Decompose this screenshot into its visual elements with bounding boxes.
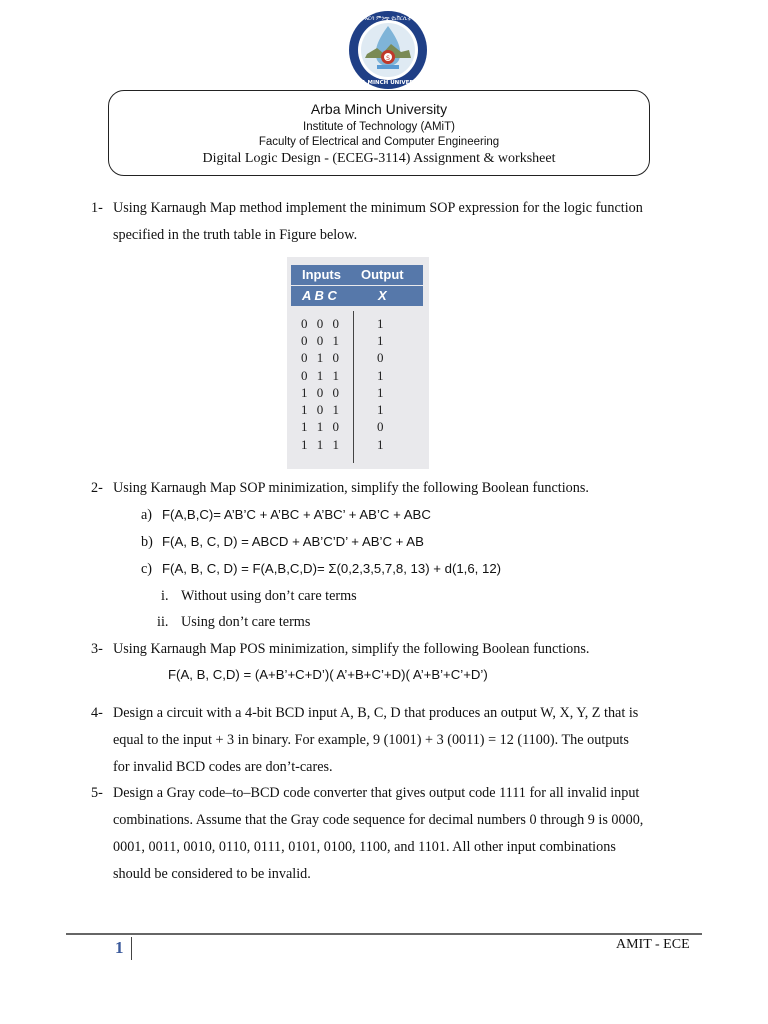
row-inputs: 1 0 1 — [301, 402, 342, 417]
row-inputs: 0 1 0 — [301, 350, 342, 365]
q3-expression: F(A, B, C,D) = (A+B’+C+D’)( A’+B+C’+D)( A’+B’+C’+D’) — [168, 667, 488, 682]
header-inputs: Inputs — [302, 267, 341, 282]
q4-line-1: Design a circuit with a 4-bit BCD input A, B, C, D that produces an output W, X, Y, Z that is — [113, 705, 639, 721]
q5-line-2: combinations. Assume that the Gray code sequence for decimal numbers 0 through 9 is 0000, — [113, 812, 644, 828]
institute-name: Institute of Technology (AMiT) — [303, 121, 455, 133]
svg-text:S: S — [386, 55, 390, 62]
row-inputs: 0 1 1 — [301, 368, 342, 383]
row-output: 1 — [377, 368, 384, 383]
q2-a-expression: F(A,B,C)= A’B’C + A’BC + A’BC’ + AB’C + ABC — [162, 507, 431, 522]
university-name: Arba Minch University — [310, 101, 448, 117]
row-inputs: 0 0 0 — [301, 316, 342, 331]
q2-b-expression: F(A, B, C, D) = ABCD + AB’C’D’ + AB’C + AB — [162, 534, 424, 549]
row-output: 1 — [377, 402, 384, 417]
row-output: 0 — [377, 419, 384, 434]
row-output: 1 — [377, 385, 384, 400]
truth-table-subheader-row — [291, 286, 423, 306]
svg-text:ARBA MINCH UNIVERSITY: ARBA MINCH UNIVERSITY — [348, 80, 428, 86]
q1-line-2: specified in the truth table in Figure below. — [113, 227, 358, 243]
row-output: 1 — [377, 316, 384, 331]
q2-c-expression: F(A, B, C, D) = F(A,B,C,D)= Σ(0,2,3,5,7,8, 13) + d(1,6, 12) — [162, 561, 502, 576]
q2-ii-text: Using don’t care terms — [181, 614, 311, 630]
q3-number: 3- — [91, 641, 103, 657]
q1-number: 1- — [91, 200, 103, 216]
q5-line-1: Design a Gray code–to–BCD code converter that gives output code 1111 for all invalid input — [113, 785, 640, 801]
q2-c-label: c) — [141, 561, 153, 577]
row-inputs: 1 1 0 — [301, 419, 342, 434]
q2-b-label: b) — [141, 534, 153, 550]
table-divider — [353, 311, 354, 463]
q2-text: Using Karnaugh Map SOP minimization, simplify the following Boolean functions. — [113, 480, 589, 496]
truth-table-figure — [287, 257, 429, 469]
header-abc: A B C — [302, 288, 337, 303]
q4-line-2: equal to the input + 3 in binary. For example, 9 (1001) + 3 (0011) = 12 (1100). The outputs — [113, 732, 629, 748]
header-box — [108, 90, 650, 176]
q2-i-label: i. — [161, 588, 169, 604]
row-output: 1 — [377, 333, 384, 348]
row-inputs: 1 0 0 — [301, 385, 342, 400]
truth-table-header-row — [291, 265, 423, 285]
q2-ii-label: ii. — [157, 614, 169, 630]
q5-line-4: should be considered to be invalid. — [113, 866, 311, 882]
q3-text: Using Karnaugh Map POS minimization, simplify the following Boolean functions. — [113, 641, 590, 657]
footer-label: AMIT - ECE — [616, 937, 690, 952]
page-number-separator — [131, 937, 132, 960]
page-number: 1 — [115, 938, 124, 957]
row-inputs: 1 1 1 — [301, 437, 342, 452]
header-x: X — [378, 288, 387, 303]
university-logo — [341, 10, 435, 90]
row-inputs: 0 0 1 — [301, 333, 342, 348]
course-title: Digital Logic Design - (ECEG-3114) Assignment & worksheet — [202, 151, 556, 166]
row-output: 0 — [377, 350, 384, 365]
q2-number: 2- — [91, 480, 103, 496]
q1-line-1: Using Karnaugh Map method implement the minimum SOP expression for the logic function — [113, 200, 643, 216]
svg-text:አርባ ምንጭ ዩኒቨርሲቲ: አርባ ምንጭ ዩኒቨርሲቲ — [364, 16, 412, 22]
q5-line-3: 0001, 0011, 0010, 0110, 0111, 0101, 0100, 1100, and 1101. All other input combinations — [113, 839, 616, 855]
faculty-name: Faculty of Electrical and Computer Engineering — [258, 136, 500, 148]
q2-a-label: a) — [141, 507, 153, 523]
footer-divider — [66, 933, 702, 935]
q5-number: 5- — [91, 785, 103, 801]
header-output: Output — [361, 267, 404, 282]
q4-line-3: for invalid BCD codes are don’t-cares. — [113, 759, 333, 775]
row-output: 1 — [377, 437, 384, 452]
q4-number: 4- — [91, 705, 103, 721]
q2-i-text: Without using don’t care terms — [181, 588, 357, 604]
